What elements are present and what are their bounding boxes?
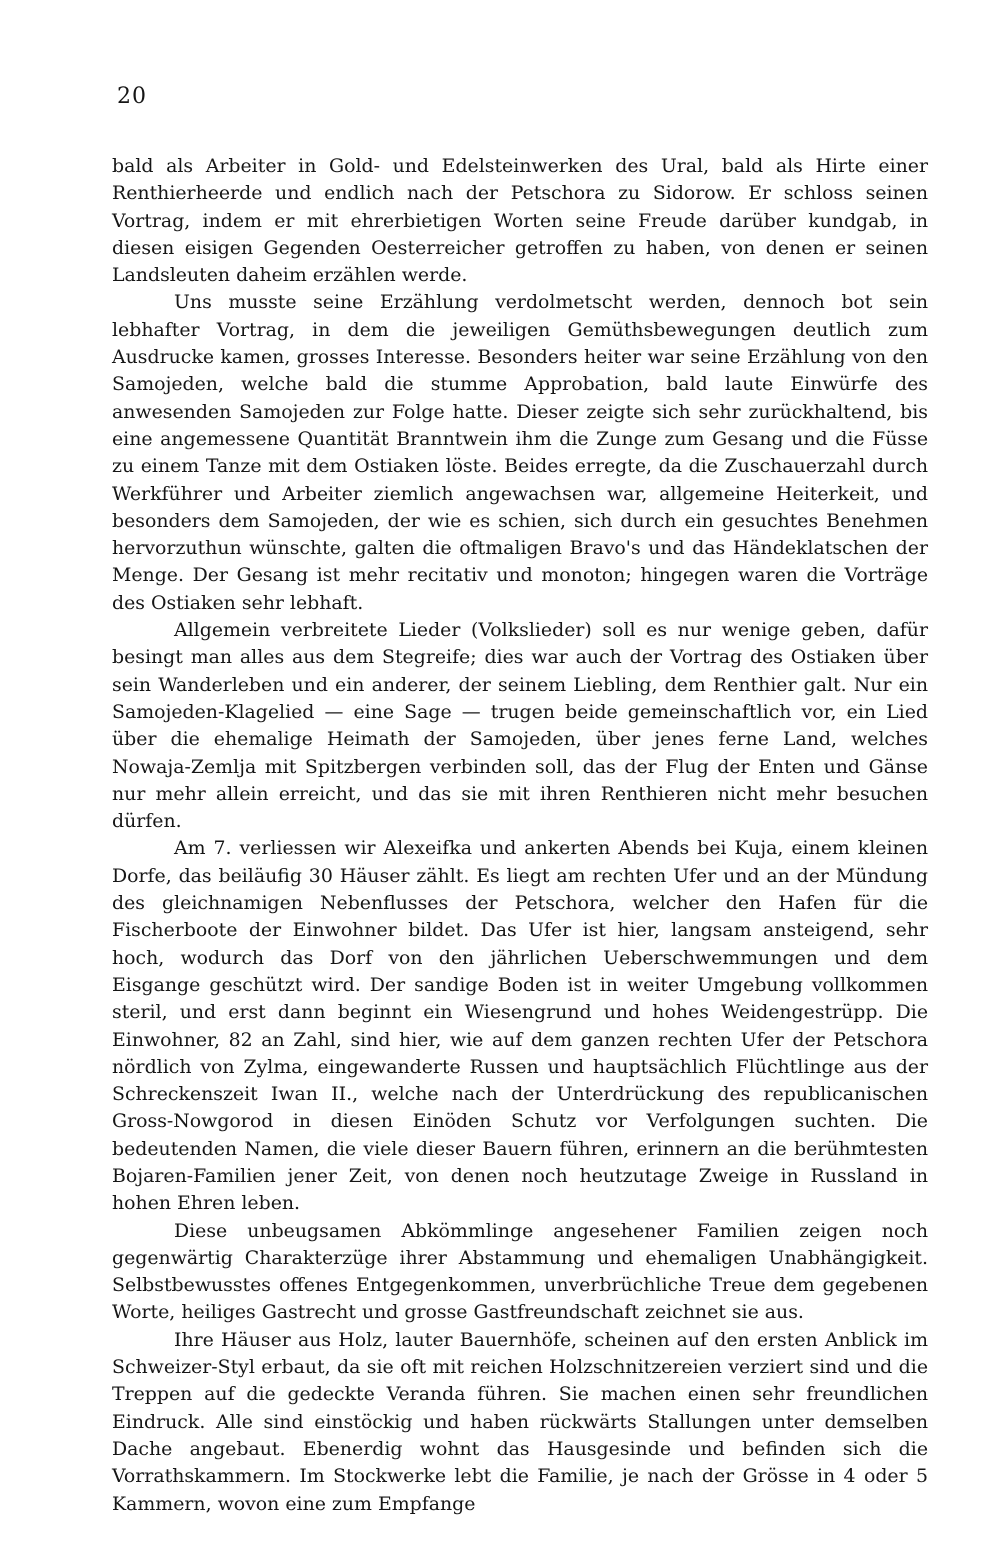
paragraph: bald als Arbeiter in Gold- und Edelsteinwerken des Ural, bald als Hirte einer Renthierheerde und endlich nach der Petschora zu Sidorow. Er schloss seinen Vortrag, indem er mit ehrerbietigen Worten seine Freude darüber kundgab, in diesen eisigen Gegenden Oesterreicher getroffen zu haben, von denen er seinen Landsleuten daheim erzählen werde. (112, 155, 928, 287)
paragraph: Ihre Häuser aus Holz, lauter Bauernhöfe, scheinen auf den ersten Anblick im Schweizer-Styl erbaut, da sie oft mit reichen Holzschnitzereien verziert sind und die Treppen auf die gedeckte Veranda führen. Sie machen einen sehr freundlichen Eindruck. Alle sind einstöckig und haben rückwärts Stallungen unter demselben Dache angebaut. Ebenerdig wohnt das Hausgesinde und befinden sich die Vorrathskammern. Im Stockwerke lebt die Familie, je nach der Grösse in 4 oder 5 Kammern, wovon eine zum Empfange (112, 1328, 928, 1515)
paragraph: Am 7. verliessen wir Alexeifka und ankerten Abends bei Kuja, einem kleinen Dorfe, das beiläufig 30 Häuser zählt. Es liegt am rechten Ufer und an der Mündung des gleichnamigen Nebenflusses der Petschora, welcher den Hafen für die Fischerboote der Einwohner bildet. Das Ufer ist hier, langsam ansteigend, sehr hoch, wodurch das Dorf von den jährlichen Ueberschwemmungen und dem Eisgange geschützt wird. Der sandige Boden ist in weiter Umgebung vollkommen steril, und erst dann beginnt ein Wiesengrund und hohes Weidengestrüpp. Die Einwohner, 82 an Zahl, sind hier, wie auf dem ganzen rechten Ufer der Petschora nördlich von Zylma, eingewanderte Russen und hauptsächlich Flüchtlinge aus der Schreckenszeit Iwan II., welche nach der Unterdrückung des republicanischen Gross-Nowgorod in diesen Einöden Schutz vor Verfolgungen suchten. Die bedeutenden Namen, die viele dieser Bauern führen, erinnern an die berühmtesten Bojaren-Familien jener Zeit, von denen noch heutzutage Zweige in Russland in hohen Ehren leben. (112, 837, 928, 1215)
page-number: 20 (117, 84, 147, 109)
paragraph: Diese unbeugsamen Abkömmlinge angesehener Familien zeigen noch gegenwärtig Charakterzüge ihrer Abstammung und ehemaligen Unabhängigkeit. Selbstbewusstes offenes Entgegenkommen, unverbrüchliche Treue dem gegebenen Worte, heiliges Gastrecht und grosse Gastfreundschaft zeichnet sie aus. (112, 1219, 928, 1324)
body-text (112, 153, 928, 1518)
paragraph: Uns musste seine Erzählung verdolmetscht werden, dennoch bot sein lebhafter Vortrag, in dem die jeweiligen Gemüthsbewegungen deutlich zum Ausdrucke kamen, grosses Interesse. Besonders heiter war seine Erzählung von den Samojeden, welche bald die stumme Approbation, bald laute Einwürfe des anwesenden Samojeden zur Folge hatte. Dieser zeigte sich sehr zurückhaltend, bis eine angemessene Quantität Branntwein ihm die Zunge zum Gesang und die Füsse zu einem Tanze mit dem Ostiaken löste. Beides erregte, da die Zuschauerzahl durch Werkführer und Arbeiter ziemlich angewachsen war, allgemeine Heiterkeit, und besonders dem Samojeden, der wie es schien, sich durch ein gesuchtes Benehmen hervorzuthun wünschte, galten die oftmaligen Bravo's und das Händeklatschen der Menge. Der Gesang ist mehr recitativ und monoton; hingegen waren die Vorträge des Ostiaken sehr lebhaft. (112, 291, 928, 614)
paragraph: Allgemein verbreitete Lieder (Volkslieder) soll es nur wenige geben, dafür besingt man alles aus dem Stegreife; dies war auch der Vortrag des Ostiaken über sein Wanderleben und ein anderer, der seinem Liebling, dem Renthier galt. Nur ein Samojeden-Klagelied — eine Sage — trugen beide gemeinschaftlich vor, ein Lied über die ehemalige Heimath der Samojeden, über jenes ferne Land, welches Nowaja-Zemlja mit Spitzbergen verbinden soll, das der Flug der Enten und Gänse nur mehr allein erreicht, und das sie mit ihren Renthieren nicht mehr besuchen dürfen. (112, 619, 928, 833)
